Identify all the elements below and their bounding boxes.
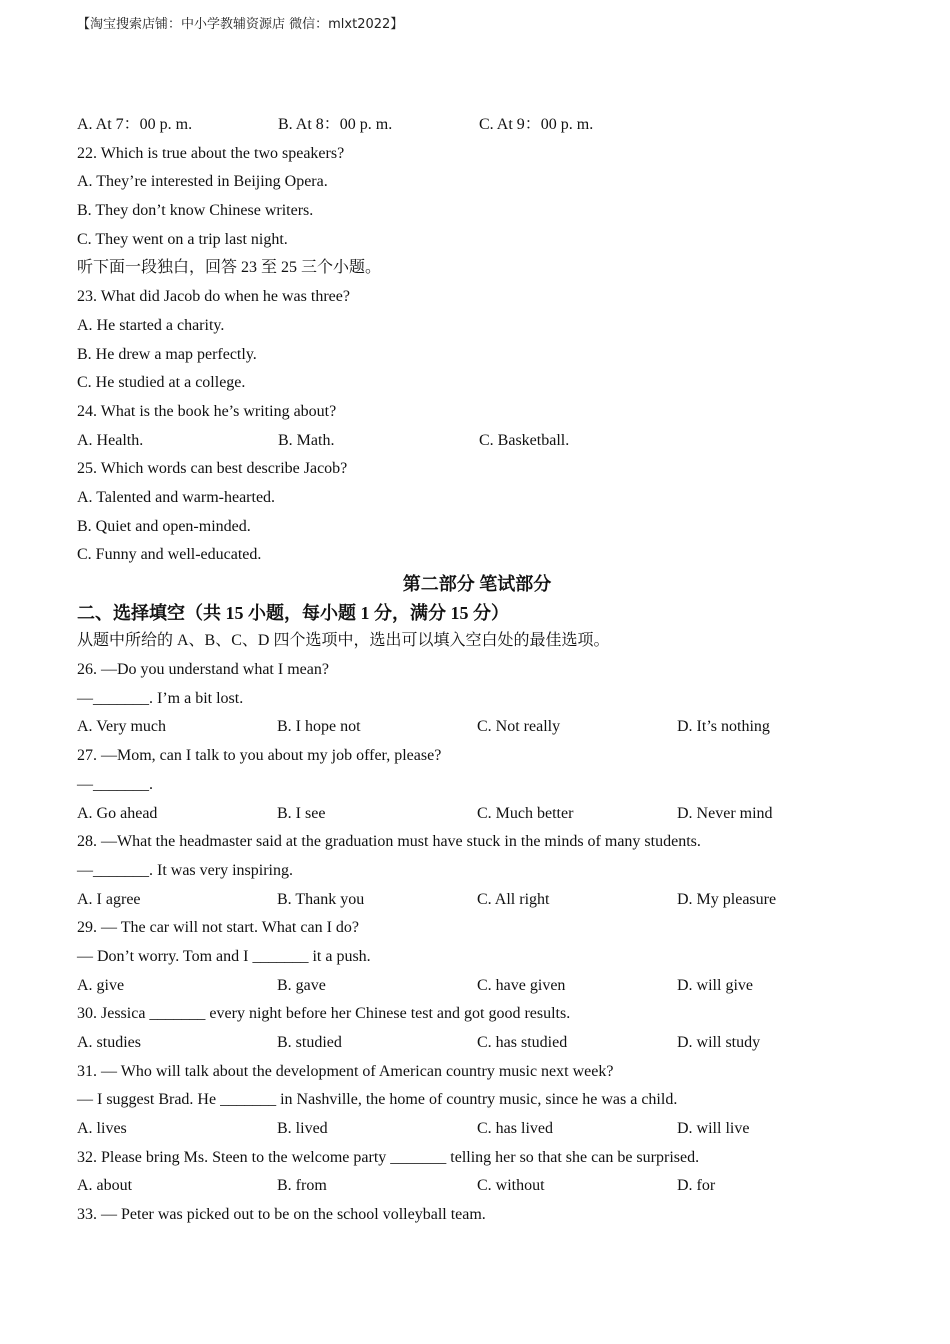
answer-option: D. My pleasure [677,890,777,908]
text-line: A. They’re interested in Beijing Opera. [77,173,328,191]
answer-option: C. have given [477,976,566,994]
text-line: —_______. It was very inspiring. [77,861,293,879]
text-line: 24. What is the book he’s writing about? [77,402,337,420]
text-line: 29. — The car will not start. What can I do? [77,919,359,937]
section-heading: 二、选择填空（共 15 小题，每小题 1 分，满分 15 分） [77,602,509,623]
text-line: C. Funny and well-educated. [77,546,262,564]
option-row [77,111,877,140]
answer-option: A. studies [77,1034,141,1051]
answer-option: B. Thank you [277,890,365,908]
answer-option: D. will live [677,1120,750,1138]
answer-option: B. Math. [278,431,335,449]
text-line: 从题中所给的 A、B、C、D 四个选项中，选出可以填入空白处的最佳选项。 [77,632,610,650]
text-line: 27. —Mom, can I talk to you about my job offer, please? [77,747,442,765]
option-row [77,800,877,829]
answer-option: B. studied [277,1034,342,1051]
option-row [77,886,877,915]
text-line: 25. Which words can best describe Jacob? [77,460,348,478]
answer-option: B. I see [277,804,326,822]
section-title: 第二部分 笔试部分 [402,574,552,594]
answer-option: A. Very much [77,718,167,736]
answer-option: A. Health. [77,431,144,449]
option-row [77,427,877,456]
answer-option: A. At 7：00 p. m. [77,116,193,133]
text-line: C. He studied at a college. [77,374,246,392]
answer-option: A. Go ahead [77,804,158,822]
answer-option: B. lived [277,1120,328,1138]
text-line: B. Quiet and open-minded. [77,517,251,535]
option-row [77,1029,877,1058]
answer-option: C. has lived [477,1120,553,1138]
exam-content [77,111,877,1230]
text-line: B. He drew a map perfectly. [77,345,257,363]
answer-option: D. It’s nothing [677,718,770,736]
text-line: C. They went on a trip last night. [77,230,288,248]
answer-option: C. has studied [477,1034,568,1051]
shop-header: 【淘宝搜索店铺：中小学教辅资源店 微信：mlxt2022】 [77,17,404,32]
text-line: 22. Which is true about the two speakers? [77,144,345,162]
answer-option: C. All right [477,890,550,908]
answer-option: D. will give [677,976,753,994]
answer-option: C. Basketball. [479,431,570,449]
answer-option: B. gave [277,976,326,994]
answer-option: A. lives [77,1120,127,1138]
answer-option: A. give [77,976,125,994]
answer-option: C. Not really [477,718,561,736]
answer-option: C. At 9：00 p. m. [479,116,594,133]
answer-option: B. from [277,1177,327,1195]
text-line: 26. —Do you understand what I mean? [77,661,329,679]
answer-option: D. will study [677,1034,761,1051]
text-line: — Don’t worry. Tom and I _______ it a push. [77,947,371,965]
text-line: 听下面一段独白，回答 23 至 25 三个小题。 [77,259,382,277]
option-row [77,972,877,1001]
text-line: 31. — Who will talk about the development of American country music next week? [77,1062,614,1080]
option-row [77,1115,877,1144]
text-line: — I suggest Brad. He _______ in Nashville, the home of country music, since he was a child. [77,1091,678,1109]
text-line: A. Talented and warm-hearted. [77,488,276,506]
answer-option: C. without [477,1177,545,1195]
text-line: 28. —What the headmaster said at the graduation must have stuck in the minds of many students. [77,833,701,851]
answer-option: D. for [677,1177,716,1195]
text-line: —_______. I’m a bit lost. [77,689,244,707]
answer-option: D. Never mind [677,804,773,822]
text-line: —_______. [77,775,153,793]
text-line: 30. Jessica _______ every night before her Chinese test and got good results. [77,1005,571,1023]
answer-option: B. At 8：00 p. m. [278,116,393,133]
answer-option: B. I hope not [277,718,361,736]
answer-option: A. I agree [77,890,141,908]
text-line: 33. — Peter was picked out to be on the school volleyball team. [77,1206,486,1224]
option-row [77,713,877,742]
text-line: 32. Please bring Ms. Steen to the welcome party _______ telling her so that she can be surprised. [77,1148,700,1166]
text-line: 23. What did Jacob do when he was three? [77,288,350,306]
answer-option: C. Much better [477,804,574,822]
text-line: B. They don’t know Chinese writers. [77,202,314,220]
answer-option: A. about [77,1177,133,1195]
text-line: A. He started a charity. [77,316,225,334]
option-row [77,1172,877,1201]
